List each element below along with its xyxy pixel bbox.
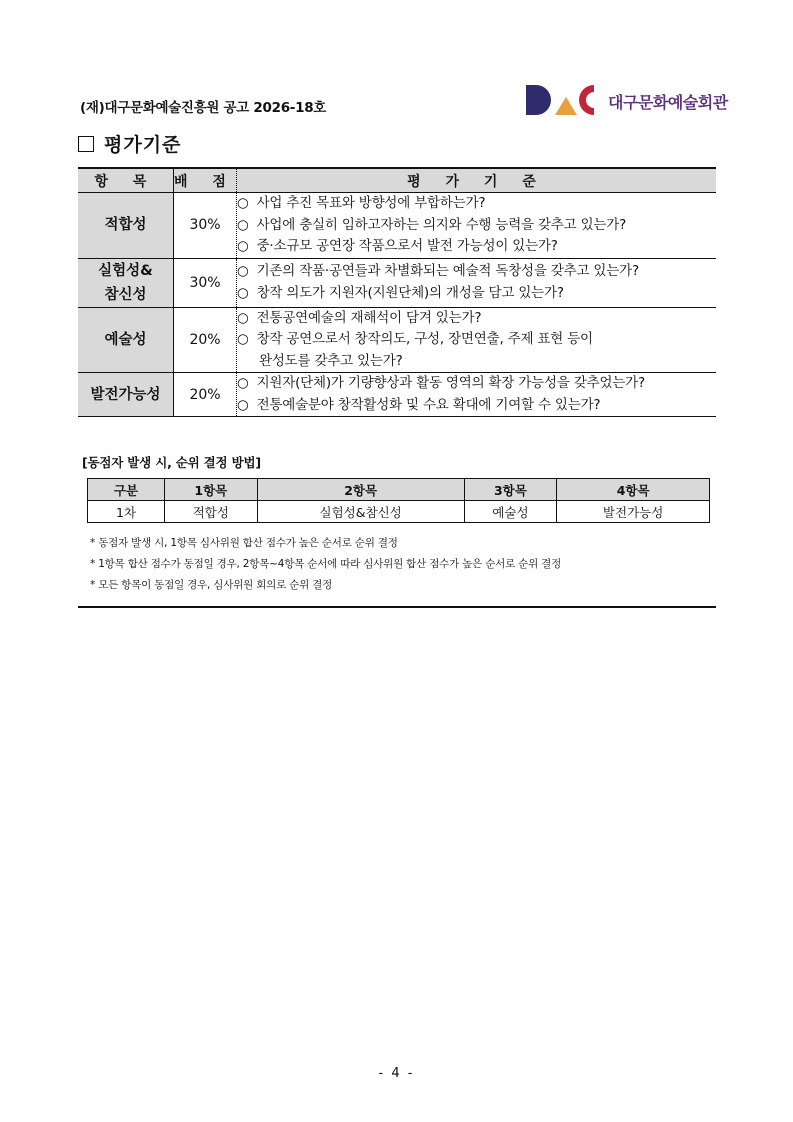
section-title <box>78 130 181 157</box>
tie-cell: 적합성 <box>165 501 258 523</box>
logo-mark-icon <box>524 83 596 117</box>
criteria-row <box>78 373 716 417</box>
criteria-item-text: 예술성 <box>104 331 147 348</box>
criteria-line <box>237 308 716 330</box>
circle-bullet-icon: ○ <box>237 284 249 301</box>
tie-cell: 예술성 <box>464 501 557 523</box>
note-line: * 1항목 합산 점수가 동점일 경우, 2항목~4항목 순서에 따라 심사위원 합산 점수가 높은 순서로 순위 결정 <box>90 558 562 570</box>
criteria-line-text: 전통예술분야 창작활성화 및 수요 확대에 기여할 수 있는가? <box>256 396 601 413</box>
tie-cell: 1차 <box>88 501 165 523</box>
criteria-line <box>237 215 716 237</box>
criteria-line <box>237 373 716 395</box>
tie-break-notes <box>90 533 561 596</box>
criteria-text <box>237 193 717 259</box>
criteria-score: 20% <box>174 307 237 373</box>
criteria-item <box>78 258 174 307</box>
tie-header-cell: 4항목 <box>557 479 710 501</box>
tie-break-title: [동점자 발생 시, 순위 결정 방법] <box>82 455 261 470</box>
criteria-line <box>237 283 716 305</box>
header-item: 항 목 <box>78 168 174 193</box>
criteria-line-text: 창작 공연으로서 창작의도, 구성, 장면연출, 주제 표현 등이 <box>256 331 593 347</box>
tie-break-row <box>88 501 710 523</box>
header-score: 배 점 <box>174 168 237 193</box>
criteria-score: 20% <box>174 373 237 417</box>
circle-bullet-icon: ○ <box>237 331 249 347</box>
criteria-score: 30% <box>174 193 237 259</box>
criteria-item-text: 적합성 <box>104 217 147 234</box>
criteria-line-text: 사업 추진 목표와 방향성에 부합하는가? <box>256 195 486 211</box>
criteria-item-text: 실험성& <box>98 262 153 279</box>
logo-text: 대구문화예술회관 <box>608 93 728 112</box>
circle-bullet-icon: ○ <box>237 309 249 326</box>
criteria-line-text: 사업에 충실히 임하고자하는 의지와 수행 능력을 갖추고 있는가? <box>256 216 627 233</box>
checkbox-icon <box>78 136 94 152</box>
criteria-line <box>237 236 716 258</box>
bottom-divider <box>78 606 716 608</box>
criteria-text <box>237 258 717 307</box>
criteria-item <box>78 193 174 259</box>
tie-header-cell: 3항목 <box>464 479 557 501</box>
logo <box>524 80 728 120</box>
criteria-line <box>237 329 716 351</box>
tie-cell: 실험성&참신성 <box>257 501 464 523</box>
circle-bullet-icon: ○ <box>237 195 249 211</box>
criteria-score: 30% <box>174 258 237 307</box>
criteria-table <box>78 167 716 417</box>
criteria-line-text: 전통공연예술의 재해석이 담겨 있는가? <box>256 309 482 326</box>
circle-bullet-icon: ○ <box>237 263 249 279</box>
note-line: * 모든 항목이 동점일 경우, 심사위원 회의로 순위 결정 <box>90 579 333 591</box>
criteria-line-text: 지원자(단체)가 기량향상과 활동 영역의 확장 가능성을 갖추었는가? <box>256 375 645 391</box>
note-line: * 동점자 발생 시, 1항목 심사위원 합산 점수가 높은 순서로 순위 결정 <box>90 537 398 549</box>
circle-bullet-icon: ○ <box>237 238 249 254</box>
tie-header-cell: 2항목 <box>257 479 464 501</box>
criteria-row <box>78 193 716 259</box>
criteria-item <box>78 373 174 417</box>
tie-header-cell: 1항목 <box>165 479 258 501</box>
criteria-line <box>237 395 716 417</box>
criteria-line-text: 기존의 작품·공연들과 차별화되는 예술적 독창성을 갖추고 있는가? <box>256 263 639 279</box>
criteria-text <box>237 373 717 417</box>
section-title-text: 평가기준 <box>104 134 182 156</box>
criteria-item-text: 발전가능성 <box>90 386 161 403</box>
tie-break-table <box>87 478 710 523</box>
circle-bullet-icon: ○ <box>237 396 249 413</box>
tie-header-cell: 구분 <box>88 479 165 501</box>
tie-break-header-row <box>88 479 710 501</box>
criteria-line <box>237 193 716 215</box>
tie-cell: 발전가능성 <box>557 501 710 523</box>
header-criteria: 평 가 기 준 <box>237 168 717 193</box>
criteria-line <box>237 261 716 283</box>
circle-bullet-icon: ○ <box>237 375 249 391</box>
criteria-row <box>78 307 716 373</box>
criteria-header-row <box>78 168 716 193</box>
criteria-line-text: 창작 의도가 지원자(지원단체)의 개성을 담고 있는가? <box>256 284 564 301</box>
criteria-item-text: 참신성 <box>104 286 147 303</box>
notice-number: (재)대구문화예술진흥원 공고 2026-18호 <box>80 100 327 116</box>
criteria-row <box>78 258 716 307</box>
page-number: - 4 - <box>378 1066 415 1081</box>
circle-bullet-icon: ○ <box>237 216 249 233</box>
criteria-item <box>78 307 174 373</box>
criteria-line-text: 중·소규모 공연장 작품으로서 발전 가능성이 있는가? <box>256 238 558 254</box>
criteria-line-continuation: 완성도를 갖추고 있는가? <box>259 352 403 369</box>
criteria-text <box>237 307 717 373</box>
